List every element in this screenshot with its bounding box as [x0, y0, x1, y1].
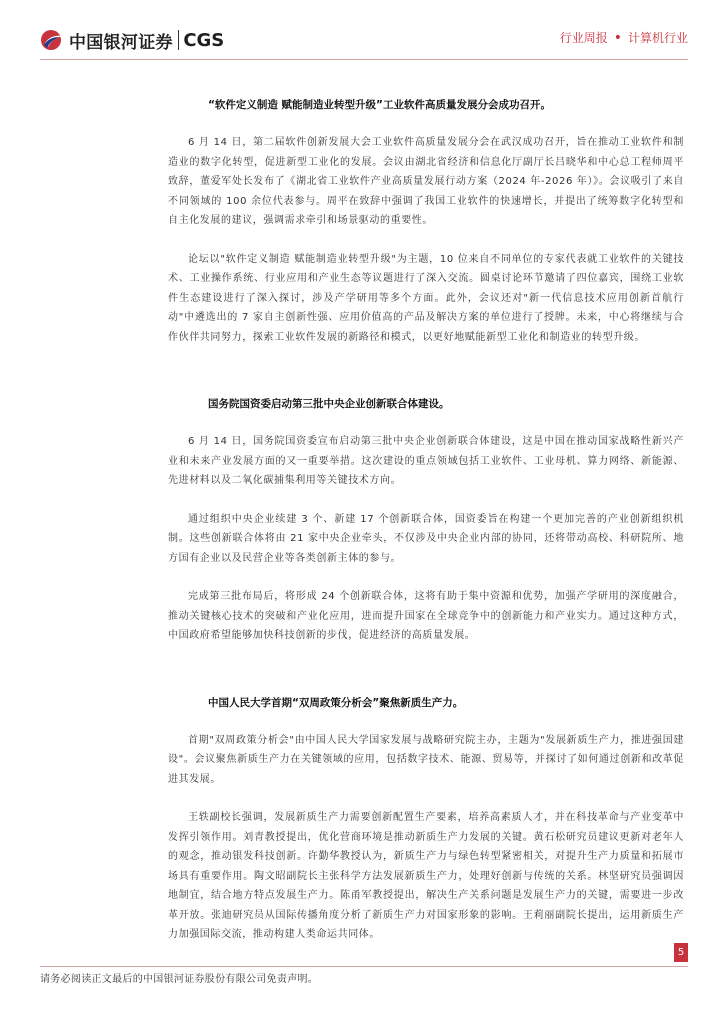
- report-category: [560, 29, 688, 46]
- disclaimer-notice: 请务必阅读正文最后的中国银河证券股份有限公司免责声明。: [40, 974, 319, 985]
- logo-english-name: CGS: [183, 29, 225, 51]
- logo-chinese-name: 中国银河证券: [69, 32, 173, 53]
- news-section: [40, 694, 690, 945]
- paragraph: 通过组织中央企业续建 3 个、新建 17 个创新联合体，国资委旨在构建一个更加完善的产业创新组织机制。这些创新联合体将由 21 家中央企业牵头，不仅涉及中央企业内部的协同，还将带动高校、科研院所、地方国有企业以及民营企业等各类创新主体的参与。: [168, 513, 684, 564]
- paragraph: 王轶副校长强调，发展新质生产力需要创新配置生产要素，培养高素质人才，并在科技革命与产业变革中发挥引领作用。刘青教授提出，优化营商环境是推动新质生产力发展的关键。黄石松研究员建议更新对老年人的观念，推动银发科技创新。许勤华教授认为，新质生产力与绿色转型紧密相关，对提升生产力质量和拓展市场具有重要作用。陶文昭副院长主张科学方法发展新质生产力，处理好创新与传统的关系。林坚研究员强调因地制宜，结合地方特点发展生产力。陈甬军教授提出，解决生产关系问题是发展生产力的关键，需要进一步改革开放。张迪研究员从国际传播角度分析了新质生产力对国家形象的影响。王莉丽副院长提出，运用新质生产力加强国际交流，推动构建人类命运共同体。: [168, 812, 684, 940]
- report-body: [40, 96, 690, 945]
- footer-divider: [40, 966, 688, 967]
- section-heading: 国务院国资委启动第三批中央企业创新联合体建设。: [208, 398, 450, 410]
- logo-divider: [178, 30, 180, 50]
- page-number: 5: [674, 943, 688, 962]
- page-header: [0, 0, 724, 62]
- report-type: 行业周报: [559, 31, 608, 45]
- paragraph: 6 月 14 日，第二届软件创新发展大会工业软件高质量发展分会在武汉成功召开，旨在推动工业软件和制造业的数字化转型，促进新型工业化的发展。会议由湖北省经济和信息化厅副厅长吕晓华和中心总工程师周平致辞，董爱军处长发布了《湖北省工业软件产业高质量发展行动方案（2024 年-2026 年）》。会议吸引了来自不同领域的 100 余位代表参与。周平在致辞中强调了我国工业软件的快速增长，并提出了统筹数字化转型和自主化发展的建议，强调需求牵引和场景驱动的重要性。: [168, 137, 684, 226]
- paragraph: 完成第三批布局后，将形成 24 个创新联合体，这将有助于集中资源和优势，加强产学研用的深度融合，推动关键核心技术的突破和产业化应用，进而提升国家在全球竞争中的创新能力和产业实力。通过这种方式，中国政府希望能够加快科技创新的步伐，促进经济的高质量发展。: [168, 591, 684, 641]
- news-section: [40, 96, 690, 347]
- paragraph: 首期"双周政策分析会"由中国人民大学国家发展与战略研究院主办，主题为"发展新质生产力，推进强国建设"。会议聚焦新质生产力在关键领域的应用，包括数字技术、能源、贸易等，并探讨了如何通过创新和改革促进其发展。: [168, 734, 684, 785]
- section-heading: “软件定义制造 赋能制造业转型升级”工业软件高质量发展分会成功召开。: [208, 99, 551, 111]
- news-section: [40, 395, 690, 646]
- paragraph: 论坛以"软件定义制造 赋能制造业转型升级"为主题，10 位来自不同单位的专家代表就工业软件的关键技术、工业操作系统、行业应用和产业生态等议题进行了深入交流。圆桌讨论环节邀请了四位嘉宾，围绕工业软件生态建设进行了深入探讨，涉及产学研用等多个方面。此外，会议还对"新一代信息技术应用创新首航行动"中遴选出的 7 家自主创新性强、应用价值高的产品及解决方案的单位进行了授牌。未来，中心将继续与合作伙伴共同努力，探索工业软件发展的新路径和模式，以更好地赋能新型工业化和制造业的转型升级。: [168, 253, 684, 343]
- category-separator: •: [613, 29, 622, 46]
- industry-name: 计算机行业: [627, 31, 688, 45]
- section-heading: 中国人民大学首期“双周政策分析会”聚焦新质生产力。: [208, 696, 464, 709]
- company-logo: [40, 26, 224, 54]
- header-divider: [40, 59, 688, 60]
- paragraph: 6 月 14 日，国务院国资委宣布启动第三批中央企业创新联合体建设，这是中国在推动国家战略性新兴产业和未来产业发展方面的又一重要举措。这次建设的重点领域包括工业软件、工业母机、算力网络、新能源、先进材料以及二氧化碳捕集利用等关键技术方向。: [168, 436, 684, 486]
- cgs-logo-icon: [40, 28, 64, 52]
